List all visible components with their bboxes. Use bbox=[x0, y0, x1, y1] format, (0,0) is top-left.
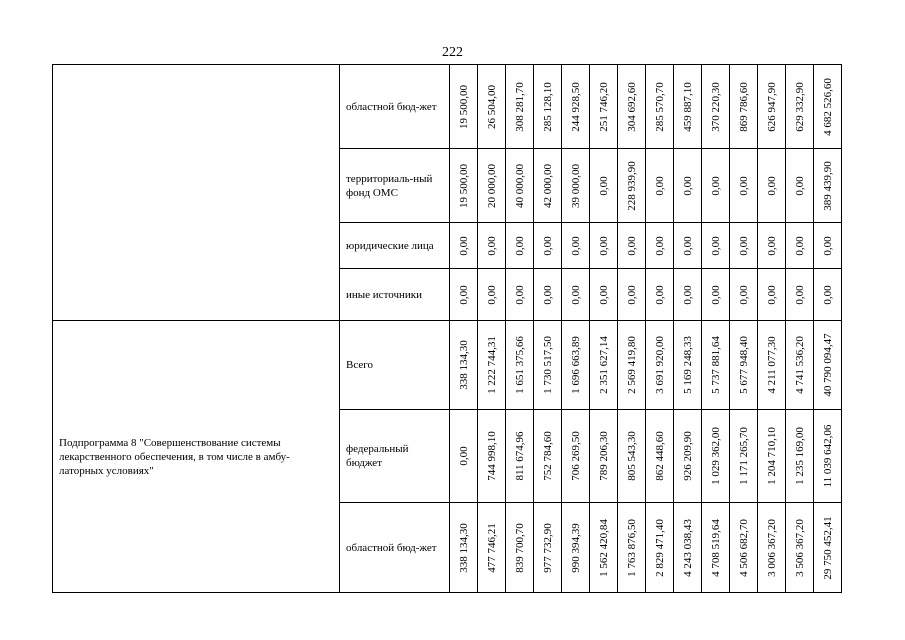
value-cell bbox=[814, 149, 842, 223]
value-cell bbox=[758, 321, 786, 410]
value-cell bbox=[478, 65, 506, 149]
value-text: 1 204 710,10 bbox=[765, 427, 778, 485]
value-cell bbox=[562, 223, 590, 269]
value-cell bbox=[674, 65, 702, 149]
value-cell bbox=[758, 410, 786, 503]
value-cell bbox=[674, 321, 702, 410]
value-text: 0,00 bbox=[765, 284, 778, 305]
value-cell bbox=[618, 410, 646, 503]
value-cell bbox=[450, 149, 478, 223]
value-cell bbox=[730, 223, 758, 269]
value-cell bbox=[590, 410, 618, 503]
value-text: 370 220,30 bbox=[709, 81, 722, 132]
value-cell bbox=[562, 149, 590, 223]
value-cell bbox=[814, 269, 842, 321]
program-cell-top bbox=[53, 65, 340, 321]
value-text: 0,00 bbox=[821, 235, 834, 256]
value-cell bbox=[506, 65, 534, 149]
value-cell bbox=[506, 410, 534, 503]
value-text: 0,00 bbox=[457, 446, 470, 466]
value-cell bbox=[478, 223, 506, 269]
value-text: 1 171 265,70 bbox=[737, 427, 750, 485]
value-cell bbox=[758, 269, 786, 321]
value-cell bbox=[506, 321, 534, 410]
value-text: 0,00 bbox=[653, 284, 666, 305]
value-cell bbox=[618, 223, 646, 269]
value-text: 0,00 bbox=[597, 284, 610, 305]
value-cell bbox=[478, 503, 506, 593]
value-text: 1 562 420,84 bbox=[597, 518, 610, 577]
value-cell bbox=[702, 149, 730, 223]
value-text: 4 211 077,30 bbox=[765, 336, 778, 394]
value-text: 752 784,60 bbox=[541, 431, 554, 481]
value-cell bbox=[730, 149, 758, 223]
value-text: 5 737 881,64 bbox=[709, 336, 722, 394]
value-text: 29 750 452,41 bbox=[821, 515, 834, 580]
value-cell bbox=[730, 321, 758, 410]
value-text: 0,00 bbox=[597, 175, 610, 196]
value-text: 869 786,60 bbox=[737, 81, 750, 132]
value-text: 389 439,90 bbox=[821, 160, 834, 211]
value-cell bbox=[534, 149, 562, 223]
value-text: 4 506 682,70 bbox=[737, 518, 750, 577]
value-text: 811 674,96 bbox=[513, 431, 526, 481]
funding-source: территориаль-ный фонд ОМС bbox=[340, 149, 450, 223]
value-cell bbox=[786, 269, 814, 321]
program-name: Подпрограмма 8 "Совершенствование системы лекарственного обеспечения, в том числе в амбу-латорных условиях" bbox=[53, 321, 340, 593]
value-cell bbox=[730, 503, 758, 593]
value-cell bbox=[562, 503, 590, 593]
value-cell bbox=[786, 65, 814, 149]
funding-source: иные источники bbox=[340, 269, 450, 321]
value-cell bbox=[674, 149, 702, 223]
value-cell bbox=[786, 149, 814, 223]
value-cell bbox=[450, 269, 478, 321]
value-cell bbox=[562, 65, 590, 149]
value-cell bbox=[702, 321, 730, 410]
value-text: 0,00 bbox=[709, 235, 722, 256]
value-text: 5 169 248,33 bbox=[681, 336, 694, 394]
value-cell bbox=[450, 410, 478, 503]
value-cell bbox=[814, 65, 842, 149]
value-text: 1 029 362,00 bbox=[709, 427, 722, 485]
value-cell bbox=[590, 65, 618, 149]
value-text: 39 000,00 bbox=[569, 163, 582, 208]
value-text: 0,00 bbox=[821, 284, 834, 305]
value-text: 926 209,90 bbox=[681, 431, 694, 481]
value-text: 0,00 bbox=[653, 175, 666, 196]
table-row bbox=[53, 65, 842, 149]
value-text: 0,00 bbox=[765, 175, 778, 196]
value-text: 308 281,70 bbox=[513, 81, 526, 132]
value-cell bbox=[590, 321, 618, 410]
value-text: 0,00 bbox=[625, 284, 638, 305]
value-cell bbox=[730, 65, 758, 149]
value-cell bbox=[534, 269, 562, 321]
value-cell bbox=[450, 321, 478, 410]
value-cell bbox=[786, 223, 814, 269]
value-text: 839 700,70 bbox=[513, 522, 526, 573]
value-cell bbox=[478, 149, 506, 223]
value-cell bbox=[786, 410, 814, 503]
value-cell bbox=[646, 321, 674, 410]
value-text: 304 692,60 bbox=[625, 81, 638, 132]
value-cell bbox=[534, 321, 562, 410]
value-text: 0,00 bbox=[569, 235, 582, 256]
value-cell bbox=[590, 503, 618, 593]
value-cell bbox=[758, 149, 786, 223]
value-cell bbox=[814, 321, 842, 410]
value-text: 40 000,00 bbox=[513, 163, 526, 208]
value-cell bbox=[702, 269, 730, 321]
value-text: 4 243 038,43 bbox=[681, 518, 694, 577]
value-cell bbox=[618, 321, 646, 410]
value-cell bbox=[674, 269, 702, 321]
value-text: 744 998,10 bbox=[485, 431, 498, 481]
value-cell bbox=[702, 65, 730, 149]
value-text: 629 332,90 bbox=[793, 81, 806, 132]
value-text: 0,00 bbox=[737, 284, 750, 305]
value-text: 251 746,20 bbox=[597, 81, 610, 132]
value-cell bbox=[786, 321, 814, 410]
value-text: 0,00 bbox=[485, 235, 498, 256]
value-text: 42 000,00 bbox=[541, 163, 554, 208]
value-text: 4 708 519,64 bbox=[709, 518, 722, 577]
value-text: 4 682 526,60 bbox=[821, 77, 834, 136]
value-text: 1 763 876,50 bbox=[625, 518, 638, 577]
value-text: 789 206,30 bbox=[597, 431, 610, 481]
value-text: 1 730 517,50 bbox=[541, 336, 554, 394]
value-cell bbox=[646, 65, 674, 149]
value-cell bbox=[758, 503, 786, 593]
value-cell bbox=[814, 223, 842, 269]
value-cell bbox=[506, 149, 534, 223]
value-cell bbox=[534, 223, 562, 269]
value-cell bbox=[478, 410, 506, 503]
value-text: 0,00 bbox=[793, 284, 806, 305]
value-text: 1 651 375,66 bbox=[513, 336, 526, 394]
value-cell bbox=[758, 223, 786, 269]
value-text: 11 039 642,06 bbox=[821, 424, 834, 488]
value-text: 338 134,30 bbox=[457, 340, 470, 390]
value-text: 459 887,10 bbox=[681, 81, 694, 132]
value-text: 1 222 744,31 bbox=[485, 336, 498, 394]
value-cell bbox=[450, 65, 478, 149]
funding-source: областной бюд-жет bbox=[340, 503, 450, 593]
value-cell bbox=[450, 223, 478, 269]
value-cell bbox=[618, 269, 646, 321]
value-text: 0,00 bbox=[653, 235, 666, 256]
value-text: 0,00 bbox=[457, 235, 470, 256]
page-number: 222 bbox=[442, 45, 463, 60]
value-cell bbox=[674, 503, 702, 593]
value-text: 0,00 bbox=[765, 235, 778, 256]
value-text: 1 235 169,00 bbox=[793, 427, 806, 485]
value-cell bbox=[702, 410, 730, 503]
value-text: 2 569 419,80 bbox=[625, 336, 638, 394]
value-cell bbox=[618, 149, 646, 223]
value-cell bbox=[506, 503, 534, 593]
value-text: 228 939,90 bbox=[625, 160, 638, 211]
value-text: 990 394,39 bbox=[569, 522, 582, 573]
value-text: 626 947,90 bbox=[765, 81, 778, 132]
value-cell bbox=[814, 410, 842, 503]
value-cell bbox=[618, 503, 646, 593]
value-text: 0,00 bbox=[681, 175, 694, 196]
value-text: 0,00 bbox=[737, 235, 750, 256]
value-cell bbox=[506, 223, 534, 269]
value-cell bbox=[590, 269, 618, 321]
value-text: 0,00 bbox=[793, 175, 806, 196]
value-text: 2 829 471,40 bbox=[653, 518, 666, 577]
funding-source: областной бюд-жет bbox=[340, 65, 450, 149]
value-text: 338 134,30 bbox=[457, 522, 470, 573]
value-text: 0,00 bbox=[681, 284, 694, 305]
value-text: 244 928,50 bbox=[569, 81, 582, 132]
value-text: 0,00 bbox=[541, 284, 554, 305]
budget-table bbox=[52, 64, 842, 593]
value-text: 0,00 bbox=[793, 235, 806, 256]
value-cell bbox=[702, 503, 730, 593]
value-text: 2 351 627,14 bbox=[597, 336, 610, 394]
value-text: 3 506 367,20 bbox=[793, 518, 806, 577]
value-text: 19 500,00 bbox=[457, 84, 470, 129]
value-cell bbox=[562, 410, 590, 503]
value-text: 477 746,21 bbox=[485, 522, 498, 573]
value-cell bbox=[814, 503, 842, 593]
value-cell bbox=[618, 65, 646, 149]
value-text: 19 500,00 bbox=[457, 163, 470, 208]
value-text: 0,00 bbox=[709, 284, 722, 305]
value-text: 0,00 bbox=[737, 175, 750, 196]
value-text: 0,00 bbox=[681, 235, 694, 256]
value-text: 3 006 367,20 bbox=[765, 518, 778, 577]
value-cell bbox=[674, 410, 702, 503]
value-cell bbox=[786, 503, 814, 593]
value-cell bbox=[562, 321, 590, 410]
value-cell bbox=[534, 65, 562, 149]
value-text: 40 790 094,47 bbox=[821, 333, 834, 397]
value-text: 977 732,90 bbox=[541, 522, 554, 573]
value-cell bbox=[506, 269, 534, 321]
value-text: 0,00 bbox=[513, 284, 526, 305]
value-text: 862 448,60 bbox=[653, 431, 666, 481]
value-cell bbox=[646, 223, 674, 269]
funding-source: Всего bbox=[340, 321, 450, 410]
value-text: 285 570,70 bbox=[653, 81, 666, 132]
funding-source: федеральный бюджет bbox=[340, 410, 450, 503]
funding-source: юридические лица bbox=[340, 223, 450, 269]
value-text: 805 543,30 bbox=[625, 431, 638, 481]
value-text: 0,00 bbox=[457, 284, 470, 305]
value-cell bbox=[730, 410, 758, 503]
value-text: 285 128,10 bbox=[541, 81, 554, 132]
value-cell bbox=[478, 321, 506, 410]
value-cell bbox=[534, 503, 562, 593]
value-cell bbox=[590, 223, 618, 269]
value-text: 0,00 bbox=[541, 235, 554, 256]
value-cell bbox=[450, 503, 478, 593]
value-text: 0,00 bbox=[485, 284, 498, 305]
value-text: 0,00 bbox=[597, 235, 610, 256]
value-cell bbox=[590, 149, 618, 223]
value-cell bbox=[646, 503, 674, 593]
value-cell bbox=[646, 269, 674, 321]
value-text: 5 677 948,40 bbox=[737, 336, 750, 394]
value-cell bbox=[646, 149, 674, 223]
value-cell bbox=[534, 410, 562, 503]
value-cell bbox=[674, 223, 702, 269]
value-text: 1 696 663,89 bbox=[569, 336, 582, 394]
value-text: 4 741 536,20 bbox=[793, 336, 806, 394]
value-text: 20 000,00 bbox=[485, 163, 498, 208]
value-text: 3 691 920,00 bbox=[653, 336, 666, 394]
value-cell bbox=[730, 269, 758, 321]
value-text: 0,00 bbox=[513, 235, 526, 256]
value-text: 706 269,50 bbox=[569, 431, 582, 481]
value-cell bbox=[758, 65, 786, 149]
value-text: 26 504,00 bbox=[485, 84, 498, 129]
value-cell bbox=[562, 269, 590, 321]
value-cell bbox=[478, 269, 506, 321]
value-text: 0,00 bbox=[569, 284, 582, 305]
value-text: 0,00 bbox=[625, 235, 638, 256]
value-cell bbox=[702, 223, 730, 269]
value-cell bbox=[646, 410, 674, 503]
table-row bbox=[53, 321, 842, 410]
value-text: 0,00 bbox=[709, 175, 722, 196]
